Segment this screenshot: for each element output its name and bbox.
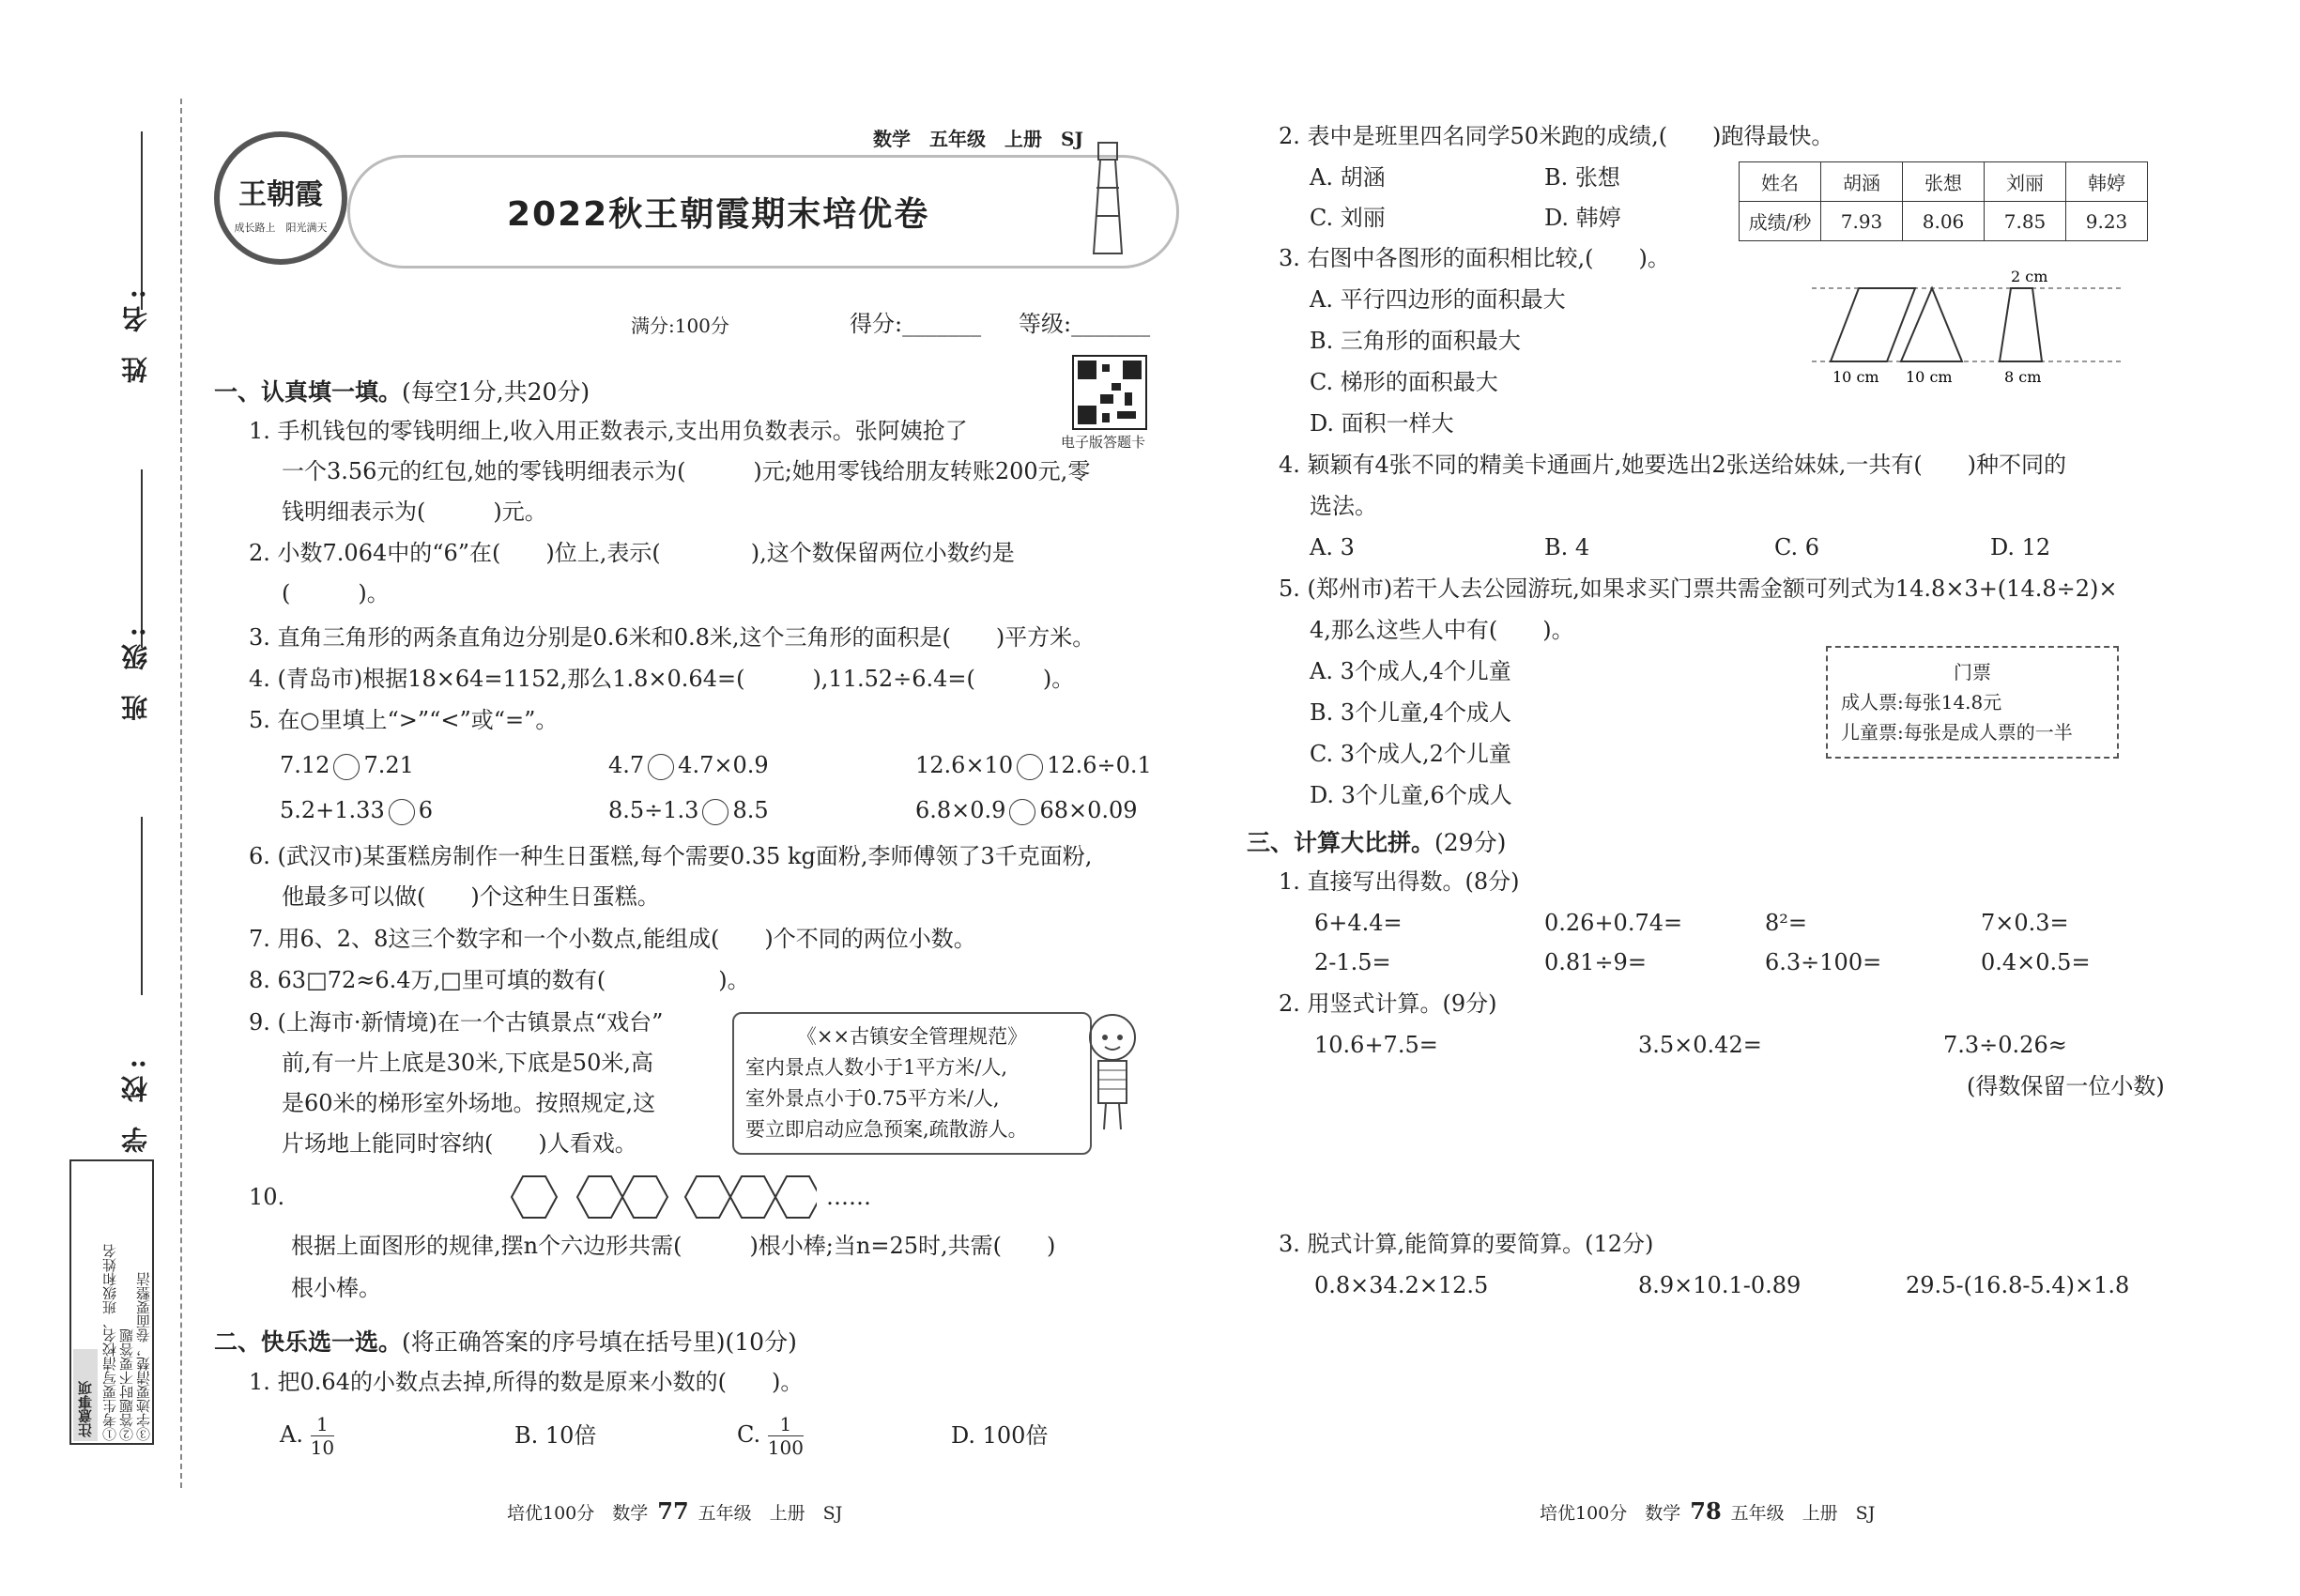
- notice-title: 注意事项: [73, 1349, 98, 1441]
- table-row: [1740, 202, 2148, 241]
- mental-math-item: 0.4×0.5=: [1981, 949, 2091, 975]
- parallelogram-shape: [1831, 288, 1915, 361]
- qr-caption: 电子版答题卡: [1061, 434, 1146, 451]
- brand-logo: [214, 131, 347, 265]
- s1-q1-line3: 钱明细表示为( )元。: [282, 499, 547, 525]
- step-calc-item: 0.8×34.2×12.5: [1314, 1272, 1489, 1298]
- mental-math-item: 0.81÷9=: [1544, 949, 1647, 975]
- hexagon: [512, 1176, 557, 1218]
- rules-line3: 要立即启动应急预案,疏散游人。: [745, 1118, 1028, 1141]
- s1-q10-number: 10.: [249, 1184, 285, 1210]
- footer-left: [507, 1497, 842, 1525]
- full-score: 满分:100分: [631, 315, 729, 337]
- mental-math-item: 8²=: [1765, 910, 1807, 936]
- vertical-calc-item: 7.3÷0.26≈: [1943, 1032, 2067, 1058]
- s1-q8: 8. 63□72≈6.4万,□里可填的数有( )。: [249, 967, 750, 993]
- notice-item-1: ①考生要写清校名、班级和姓名: [101, 1244, 118, 1441]
- score-field[interactable]: 得分:_______: [850, 311, 982, 337]
- s1-q9-line4: 片场地上能同时容纳( )人看戏。: [282, 1130, 637, 1157]
- fraction-1-10: $\frac{1}{10}$: [310, 1413, 335, 1459]
- fraction-1-100: $\frac{1}{100}$: [767, 1413, 804, 1459]
- s2-q3-option-d: D. 面积一样大: [1310, 410, 1454, 437]
- s1-q6-line1: 6. (武汉市)某蛋糕房制作一种生日蛋糕,每个需要0.35 kg面粉,李师傅领了3千克面粉,: [249, 843, 1093, 869]
- section3-heading: 三、计算大比拼。: [1247, 829, 1435, 856]
- s1-q10-line1: 根据上面图形的规律,摆n个六边形共需( )根小棒;当n=25时,共需( ): [291, 1233, 1056, 1259]
- page-number-right: 78: [1690, 1497, 1722, 1525]
- s2-q4-option-b: B. 4: [1544, 534, 1590, 560]
- s2-q2-option-b: B. 张想: [1544, 164, 1620, 191]
- cartoon-girl-icon: [1080, 1009, 1145, 1136]
- vertical-calc-item: 3.5×0.42=: [1638, 1032, 1762, 1058]
- compare-row2-c: 6.8×0.9 68×0.09: [915, 797, 1138, 823]
- s1-q9-line2: 前,有一片上底是30米,下底是50米,高: [282, 1050, 653, 1076]
- binding-cut-line: [180, 99, 182, 1488]
- figure-top-label: 2 cm: [2011, 268, 2048, 285]
- s3-q2: 2. 用竖式计算。(9分): [1279, 990, 1497, 1017]
- school-label: 学 校:: [120, 1051, 151, 1154]
- figure-bottom-label-3: 8 cm: [2004, 368, 2042, 386]
- s2-q5-option-c: C. 3个成人,2个儿童: [1310, 741, 1511, 767]
- table-cell: 胡涵: [1821, 162, 1903, 202]
- notice-item-3: ③字迹要清楚，卷面要整洁: [135, 1272, 152, 1441]
- s2-q4-option-a: A. 3: [1310, 534, 1355, 560]
- s2-q3-option-b: B. 三角形的面积最大: [1310, 328, 1521, 354]
- logo-motto: 成长路上 阳光满天: [234, 222, 328, 234]
- table-cell: 8.06: [1903, 202, 1985, 241]
- s2-q4-option-d: D. 12: [1990, 534, 2051, 560]
- s2-q5-option-d: D. 3个儿童,6个成人: [1310, 782, 1512, 808]
- s2-q4-line1: 4. 颖颖有4张不同的精美卡通画片,她要选出2张送给妹妹,一共有( )种不同的: [1279, 452, 2067, 478]
- s2-q3-option-c: C. 梯形的面积最大: [1310, 369, 1498, 395]
- qr-code-icon: [1072, 355, 1147, 430]
- section2-note: (将正确答案的序号填在括号里)(10分): [402, 1328, 797, 1356]
- mental-math-item: 2-1.5=: [1314, 949, 1391, 975]
- compare-row1-c: 12.6×10 12.6÷0.1: [915, 752, 1152, 778]
- trapezoid-shape: [2000, 288, 2042, 361]
- figure-bottom-label-2: 10 cm: [1906, 368, 1953, 386]
- hexagon: [622, 1176, 667, 1218]
- s2-q1: 1. 把0.64的小数点去掉,所得的数是原来小数的( )。: [249, 1369, 804, 1395]
- rules-line1: 室内景点人数小于1平方米/人,: [745, 1056, 1008, 1079]
- shapes-area-figure: [1812, 268, 2122, 390]
- table-cell: 姓名: [1740, 162, 1821, 202]
- logo-text: 王朝霞: [238, 178, 323, 211]
- compare-circle[interactable]: [1017, 754, 1043, 780]
- section3-title: [1247, 824, 1506, 858]
- s2-q4-line2: 选法。: [1310, 493, 1377, 519]
- table-cell: 9.23: [2066, 202, 2148, 241]
- rules-title: 《××古镇安全管理规范》: [796, 1025, 1028, 1048]
- s2-q5-line1: 5. (郑州市)若干人去公园游玩,如果求买门票共需金额可列式为14.8×3+(14.8÷2)×: [1279, 575, 2118, 602]
- s1-q1-line1: 1. 手机钱包的零钱明细上,收入用正数表示,支出用负数表示。张阿姨抢了: [249, 418, 968, 444]
- s2-q2: 2. 表中是班里四名同学50米跑的成绩,( )跑得最快。: [1279, 123, 1834, 149]
- s1-q3: 3. 直角三角形的两条直角边分别是0.6米和0.8米,这个三角形的面积是( )平方米。: [249, 624, 1096, 651]
- compare-row1-b: 4.7 4.7×0.9: [608, 752, 769, 778]
- ticket-price-box: [1826, 646, 2119, 759]
- ticket-title: 门票: [1954, 661, 1991, 683]
- s3-q3: 3. 脱式计算,能简算的要简算。(12分): [1279, 1231, 1654, 1257]
- compare-circle[interactable]: [648, 754, 674, 780]
- figure-bottom-label-1: 10 cm: [1832, 368, 1879, 386]
- section3-note: (29分): [1434, 829, 1507, 856]
- compare-circle[interactable]: [333, 754, 360, 780]
- class-label: 班 级:: [120, 620, 151, 722]
- s1-q4: 4. (青岛市)根据18×64=1152,那么1.8×0.64=( ),11.52÷6.4=( )。: [249, 666, 1075, 692]
- section1-note: (每空1分,共20分): [402, 378, 590, 406]
- name-label: 姓 名:: [120, 282, 151, 384]
- compare-row2-a: 5.2+1.33 6: [280, 797, 433, 823]
- table-cell: 成绩/秒: [1740, 202, 1821, 241]
- notice-item-2: ②答题时不要答题: [118, 1328, 135, 1441]
- section1-title: [214, 374, 590, 407]
- lighthouse-icon: [1080, 131, 1136, 258]
- footer-right-suffix: 五年级 上册 SJ: [1730, 1503, 1876, 1524]
- s2-q2-option-c: C. 刘丽: [1310, 205, 1386, 231]
- hexagon: [730, 1176, 775, 1218]
- table-cell: 张想: [1903, 162, 1985, 202]
- s2-q5-option-a: A. 3个成人,4个儿童: [1310, 658, 1511, 684]
- section1-heading: 一、认真填一填。: [214, 378, 403, 406]
- s2-q1-option-a: A. $\frac{1}{10}$: [280, 1413, 335, 1459]
- mental-math-item: 6.3÷100=: [1765, 949, 1882, 975]
- rounding-note: (得数保留一位小数): [1967, 1073, 2165, 1099]
- compare-row2-b: 8.5÷1.3 8.5: [608, 797, 769, 823]
- rules-line2: 室外景点小于0.75平方米/人,: [745, 1087, 1000, 1110]
- step-calc-item: 29.5-(16.8-5.4)×1.8: [1906, 1272, 2130, 1298]
- page-title: 2022秋王朝霞期末培优卷: [507, 195, 930, 234]
- mental-math-item: 0.26+0.74=: [1544, 910, 1683, 936]
- compare-circle[interactable]: [1009, 799, 1035, 825]
- s2-q4-option-c: C. 6: [1774, 534, 1820, 560]
- page-number-left: 77: [657, 1497, 689, 1525]
- table-header-row: [1740, 162, 2148, 202]
- mental-math-item: 7×0.3=: [1981, 910, 2069, 936]
- ticket-child-price: 儿童票:每张是成人票的一半: [1841, 721, 2073, 744]
- s2-q3-option-a: A. 平行四边形的面积最大: [1310, 286, 1566, 313]
- section2-heading: 二、快乐选一选。: [214, 1328, 403, 1356]
- ticket-adult-price: 成人票:每张14.8元: [1841, 691, 2002, 714]
- s2-q1-option-b: B. 10倍: [514, 1422, 597, 1449]
- s2-q1-option-c: C. $\frac{1}{100}$: [737, 1413, 804, 1459]
- running-times-table: [1739, 161, 2148, 241]
- s2-q2-option-d: D. 韩婷: [1544, 205, 1621, 231]
- s1-q1-line2: 一个3.56元的红包,她的零钱明细表示为( )元;她用零钱给朋友转账200元,零: [282, 458, 1091, 484]
- footer-left-prefix: 培优100分 数学: [507, 1503, 649, 1524]
- hexagon: [685, 1176, 730, 1218]
- s1-q9-line1: 9. (上海市·新情境)在一个古镇景点“戏台”: [249, 1009, 664, 1036]
- table-cell: 7.85: [1985, 202, 2066, 241]
- compare-circle[interactable]: [389, 799, 415, 825]
- s1-q2-line2: ( )。: [282, 580, 390, 606]
- school-write-line: [141, 817, 143, 995]
- table-cell: 韩婷: [2066, 162, 2148, 202]
- footer-right: [1540, 1497, 1875, 1525]
- footer-right-prefix: 培优100分 数学: [1540, 1503, 1681, 1524]
- s3-q1: 1. 直接写出得数。(8分): [1279, 868, 1520, 895]
- hexagon-pattern-figure: [507, 1167, 817, 1228]
- footer-left-suffix: 五年级 上册 SJ: [698, 1503, 843, 1524]
- section2-title: [214, 1324, 797, 1358]
- safety-rules-box: [732, 1012, 1092, 1155]
- notice-box: [69, 1159, 154, 1445]
- s1-q10-line2: 根小棒。: [291, 1275, 381, 1301]
- grade-field[interactable]: 等级:_______: [1019, 311, 1151, 337]
- compare-circle[interactable]: [702, 799, 728, 825]
- s2-q3: 3. 右图中各图形的面积相比较,( )。: [1279, 245, 1670, 271]
- hexagon: [577, 1176, 622, 1218]
- s2-q5-option-b: B. 3个儿童,4个成人: [1310, 699, 1512, 726]
- s2-q1-option-d: D. 100倍: [951, 1422, 1049, 1449]
- s1-q6-line2: 他最多可以做( )个这种生日蛋糕。: [282, 883, 660, 910]
- s1-q9-line3: 是60米的梯形室外场地。按照规定,这: [282, 1090, 656, 1116]
- s1-q2-line1: 2. 小数7.064中的“6”在( )位上,表示( ),这个数保留两位小数约是: [249, 540, 1015, 566]
- subject-meta: 数学 五年级 上册 SJ: [873, 128, 1083, 150]
- table-cell: 刘丽: [1985, 162, 2066, 202]
- s2-q5-line2: 4,那么这些人中有( )。: [1310, 617, 1574, 643]
- step-calc-item: 8.9×10.1-0.89: [1638, 1272, 1802, 1298]
- table-cell: 7.93: [1821, 202, 1903, 241]
- s2-q2-option-a: A. 胡涵: [1310, 164, 1386, 191]
- compare-row1-a: 7.12 7.21: [280, 752, 414, 778]
- hexagon: [775, 1176, 817, 1218]
- s1-q7: 7. 用6、2、8这三个数字和一个小数点,能组成( )个不同的两位小数。: [249, 926, 976, 952]
- mental-math-item: 6+4.4=: [1314, 910, 1403, 936]
- s1-q5: 5. 在○里填上“>”“<”或“=”。: [249, 707, 559, 733]
- pattern-ellipsis: ……: [826, 1184, 871, 1210]
- vertical-calc-item: 10.6+7.5=: [1314, 1032, 1438, 1058]
